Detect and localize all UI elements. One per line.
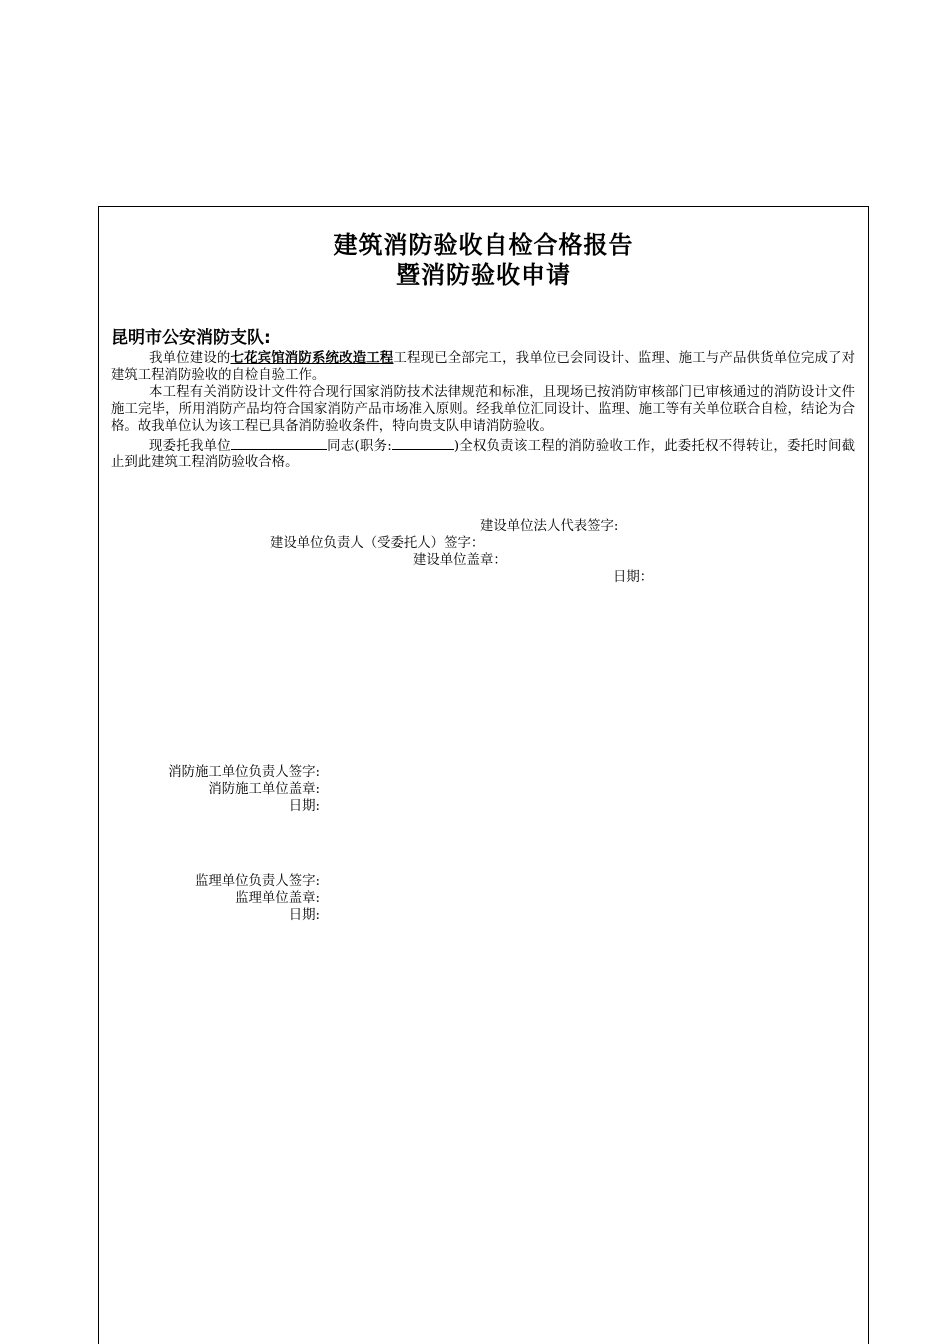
delegate-title-blank[interactable]	[392, 436, 454, 450]
supervisor-seal: 监理单位盖章:	[235, 891, 320, 906]
addressee: 昆明市公安消防支队:	[111, 328, 271, 348]
application-body	[111, 350, 855, 472]
builder-seal: 建设单位盖章：	[413, 553, 507, 568]
builder-date: 日期：	[613, 570, 654, 585]
document-title: 建筑消防验收自检合格报告	[333, 231, 634, 259]
project-name: 七花宾馆消防系统改造工程	[230, 350, 394, 366]
contractor-seal: 消防施工单位盖章:	[208, 782, 320, 797]
delegate-name-blank[interactable]	[231, 436, 327, 450]
paragraph-authorization: 现委托我单位 同志(职务: )全权负责该工程的消防验收工作，此委托权不得转让，委托时间截止到此建筑工程消防验收合格。	[111, 436, 855, 473]
builder-responsible-signature: 建设单位负责人（受委托人）签字：	[270, 536, 485, 551]
paragraph-compliance: 本工程有关消防设计文件符合现行国家消防技术法律规范和标准，且现场已按消防审核部门已审核通过的消防设计文件施工完毕，所用消防产品均符合国家消防产品市场准入原则。经我单位汇同设计、监理、施工等有关单位联合自检，结论为合格。故我单位认为该工程已具备消防验收条件，特向贵支队申请消防验收。	[111, 384, 855, 434]
contractor-date: 日期:	[288, 799, 320, 814]
contractor-responsible-signature: 消防施工单位负责人签字:	[168, 765, 320, 780]
paragraph-completion: 我单位建设的七花宾馆消防系统改造工程工程现已全部完工，我单位已会同设计、监理、施工与产品供货单位完成了对建筑工程消防验收的自检自验工作。	[111, 350, 856, 383]
supervisor-responsible-signature: 监理单位负责人签字:	[194, 874, 320, 889]
supervisor-date: 日期:	[288, 908, 320, 923]
document-subtitle: 暨消防验收申请	[396, 261, 571, 289]
builder-legal-rep-signature: 建设单位法人代表签字:	[480, 519, 619, 534]
